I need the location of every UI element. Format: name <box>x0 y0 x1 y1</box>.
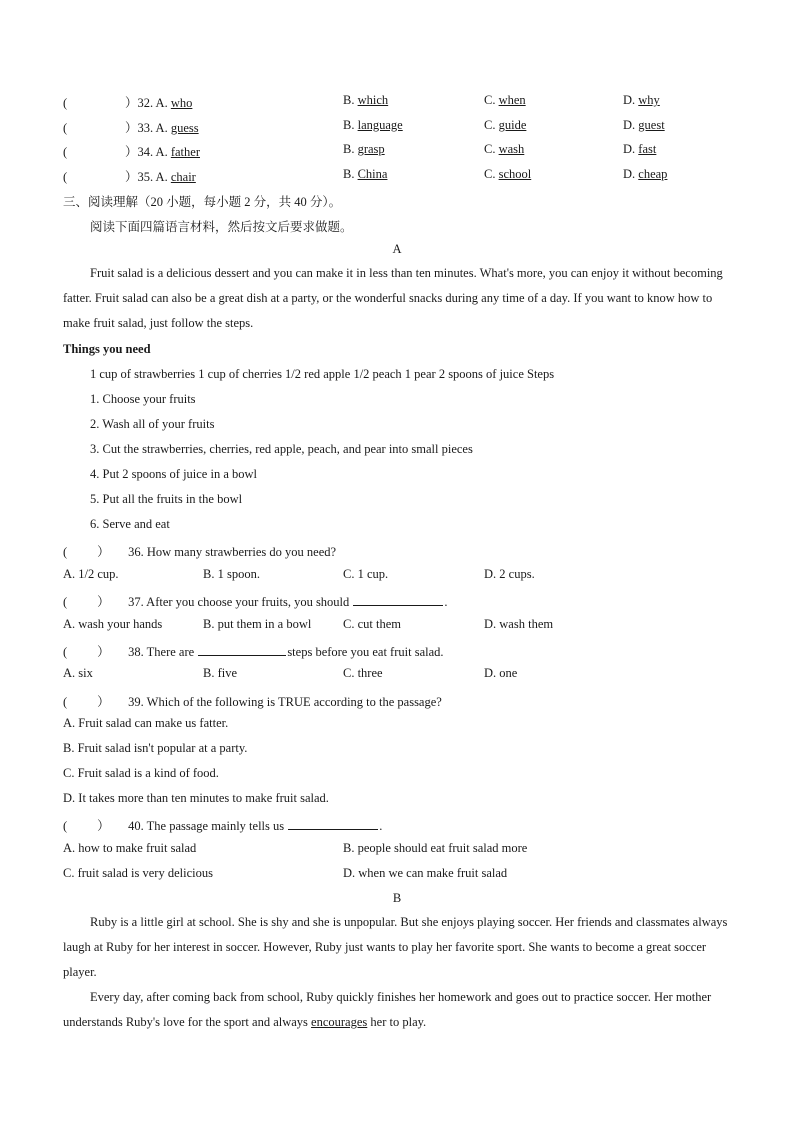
answer-blank[interactable] <box>353 593 443 606</box>
option-d: cheap <box>638 167 668 181</box>
option-c: C. 1 cup. <box>343 567 389 581</box>
option-b: B. Fruit salad isn't popular at a party. <box>63 741 248 755</box>
question-number: ）32. A. <box>125 96 168 110</box>
step-item: 5. Put all the fruits in the bowl <box>90 492 243 506</box>
section-heading: 三、阅读理解（20 小题，每小题 2 分，共 40 分）。 <box>63 195 342 209</box>
option-b: which <box>357 93 389 107</box>
option-d: why <box>638 93 660 107</box>
option-c: guide <box>498 118 527 132</box>
option-d: D. wash them <box>484 617 554 631</box>
option-a: A. 1/2 cup. <box>63 567 119 581</box>
option-c: C. three <box>343 666 383 680</box>
passage-b-letter: B <box>392 891 402 905</box>
option-a: A. Fruit salad can make us fatter. <box>63 716 229 730</box>
passage-b-paragraph-1: Ruby is a little girl at school. She is shy and she is unpopular. But she enjoys playing soccer. Her friends and classmates always laugh at Ruby for her interest in soccer. However, Ruby just wants to play her favorite sport. She wants to become a great soccer player. <box>63 915 728 979</box>
option-c: school <box>498 167 532 181</box>
option-b: B. people should eat fruit salad more <box>343 841 528 855</box>
option-a: who <box>170 96 193 110</box>
option-d: D. 2 cups. <box>484 567 535 581</box>
step-item: 6. Serve and eat <box>90 517 170 531</box>
step-item: 1. Choose your fruits <box>90 392 196 406</box>
things-list: 1 cup of strawberries 1 cup of cherries 1/2 red apple 1/2 peach 1 pear 2 spoons of juice Steps <box>90 367 555 381</box>
option-b: B. put them in a bowl <box>203 617 312 631</box>
option-a: guess <box>170 121 199 135</box>
question-number: ）34. A. <box>125 145 168 159</box>
question-39: ( ） 39. Which of the following is TRUE according to the passage? <box>63 695 442 709</box>
option-c: C. cut them <box>343 617 401 631</box>
passage-a-letter: A <box>392 242 402 256</box>
answer-blank[interactable] <box>288 817 378 830</box>
question-37: ( ） 37. After you choose your fruits, you should . <box>63 595 448 609</box>
option-d: fast <box>638 142 657 156</box>
underlined-word: encourages <box>311 1015 368 1029</box>
option-d: D. It takes more than ten minutes to make fruit salad. <box>63 791 329 805</box>
option-c: wash <box>498 142 525 156</box>
question-number: ）33. A. <box>125 121 168 135</box>
step-item: 4. Put 2 spoons of juice in a bowl <box>90 467 258 481</box>
question-40: ( ） 40. The passage mainly tells us . <box>63 819 383 833</box>
option-b: language <box>357 118 403 132</box>
option-a: chair <box>170 170 196 184</box>
things-heading: Things you need <box>63 342 151 356</box>
option-d: D. when we can make fruit salad <box>343 866 508 880</box>
option-b: China <box>357 167 388 181</box>
step-item: 3. Cut the strawberries, cherries, red apple, peach, and pear into small pieces <box>90 442 473 456</box>
option-d: guest <box>638 118 665 132</box>
option-a: A. how to make fruit salad <box>63 841 197 855</box>
option-a: A. wash your hands <box>63 617 163 631</box>
option-c: C. fruit salad is very delicious <box>63 866 213 880</box>
step-item: 2. Wash all of your fruits <box>90 417 215 431</box>
option-b: B. 1 spoon. <box>203 567 260 581</box>
option-c: C. Fruit salad is a kind of food. <box>63 766 219 780</box>
option-b: grasp <box>357 142 385 156</box>
question-36: ( ） 36. How many strawberries do you need? <box>63 545 337 559</box>
answer-blank[interactable] <box>198 643 286 656</box>
option-a: A. six <box>63 666 93 680</box>
passage-b-paragraph-2: Every day, after coming back from school, Ruby quickly finishes her homework and goes out to practice soccer. Her mother understands Ruby's love for the sport and always encourages her to play. <box>63 990 712 1029</box>
passage-a-paragraph: Fruit salad is a delicious dessert and you can make it in less than ten minutes. What's more, you can enjoy it without becoming fatter. Fruit salad can also be a great dish at a party, or the wonderful snacks during any time of a day. If you want to know how to make fruit salad, just follow the steps. <box>63 266 723 330</box>
option-c: when <box>498 93 526 107</box>
option-d: D. one <box>484 666 518 680</box>
section-instruction: 阅读下面四篇语言材料，然后按文后要求做题。 <box>90 220 353 234</box>
question-38: ( ） 38. There are steps before you eat fruit salad. <box>63 645 444 659</box>
option-a: father <box>170 145 200 159</box>
option-b: B. five <box>203 666 238 680</box>
question-number: ）35. A. <box>125 170 168 184</box>
